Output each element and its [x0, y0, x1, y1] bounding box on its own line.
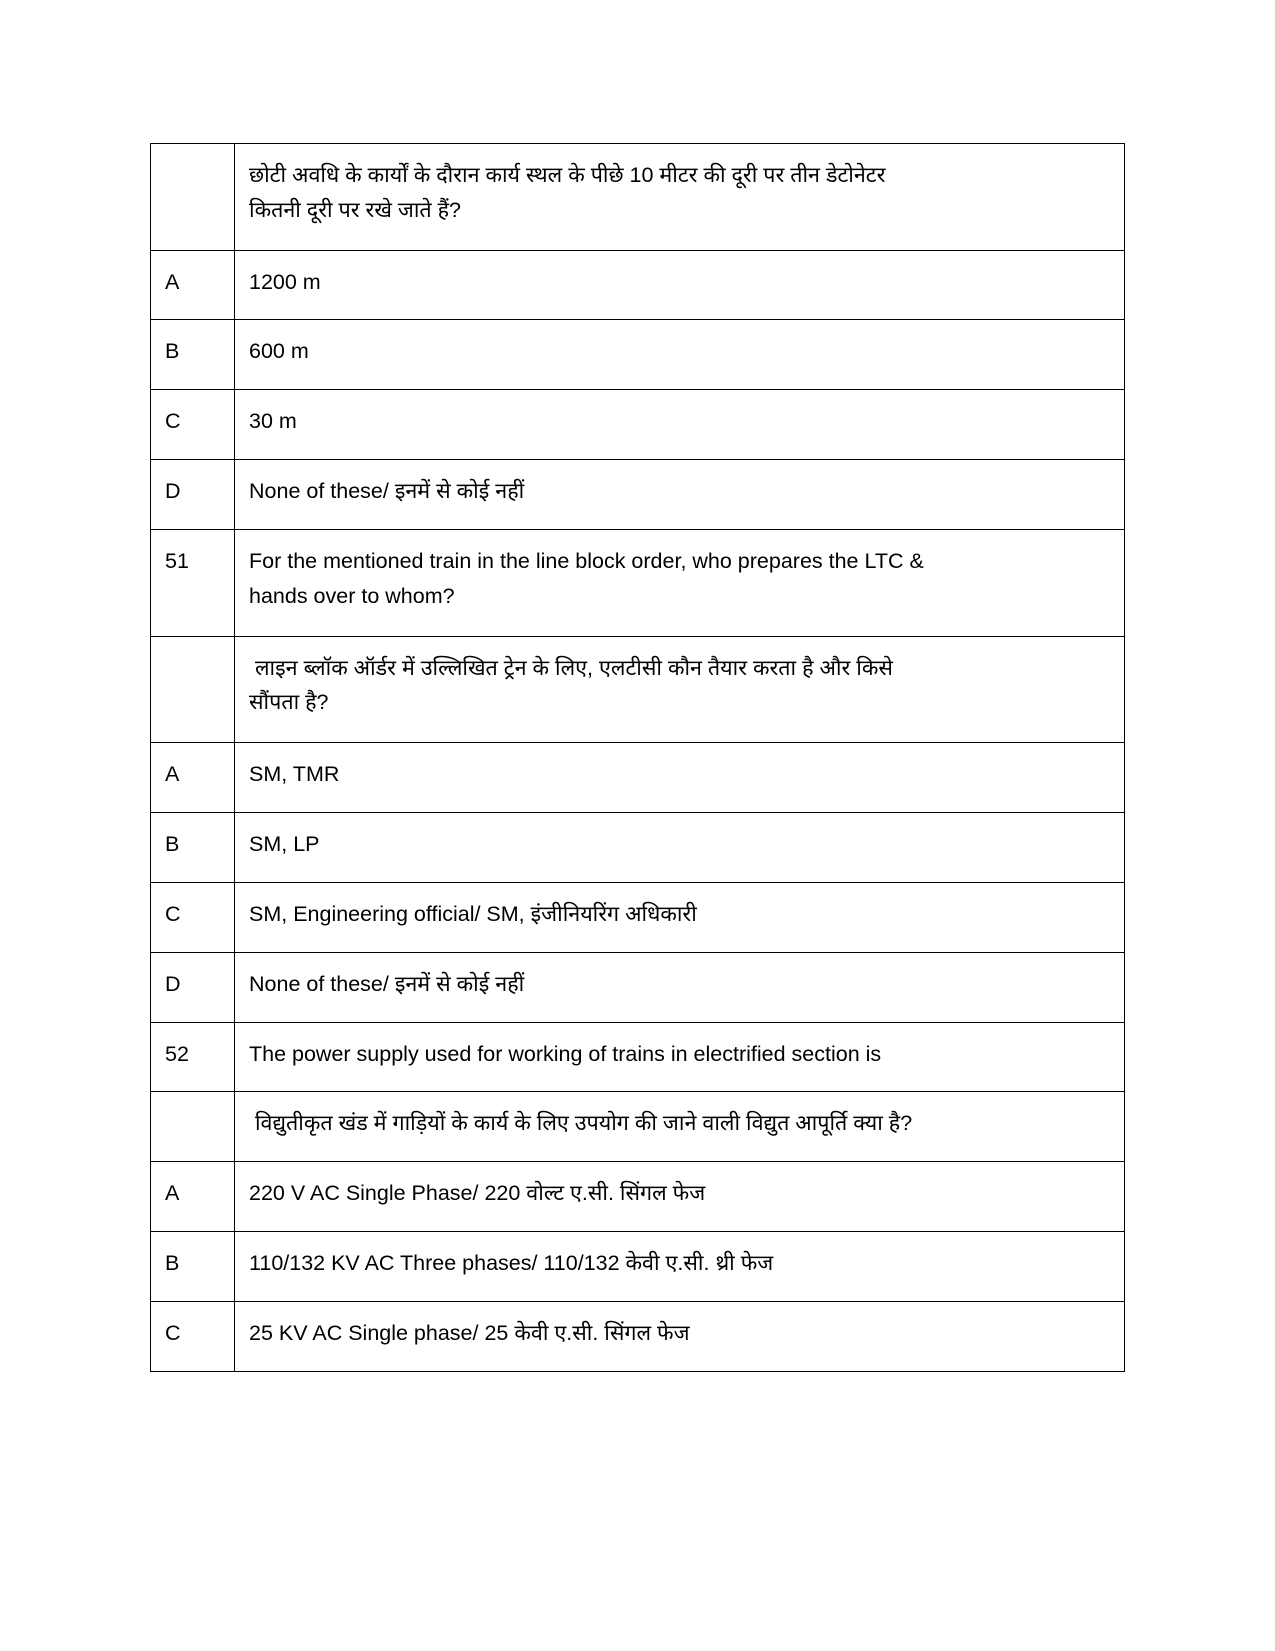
- row-content: [235, 1092, 1125, 1162]
- stem-line: सौंपता है?: [249, 690, 329, 715]
- option-label: C: [151, 882, 235, 952]
- table-row: [151, 1301, 1125, 1371]
- option-label: A: [151, 1162, 235, 1232]
- option-text: None of these/ इनमें से कोई नहीं: [235, 460, 1125, 530]
- table-row: [151, 529, 1125, 636]
- option-text: 25 KV AC Single phase/ 25 केवी ए.सी. सिंगल फेज: [235, 1301, 1125, 1371]
- option-label: C: [151, 1301, 235, 1371]
- table-row: [151, 1022, 1125, 1092]
- row-content: [235, 1022, 1125, 1092]
- option-text: SM, Engineering official/ SM, इंजीनियरिंग अधिकारी: [235, 882, 1125, 952]
- row-content: [235, 636, 1125, 743]
- stem-line: कितनी दूरी पर रखे जाते हैं?: [249, 197, 462, 222]
- option-text: 600 m: [235, 320, 1125, 390]
- table-row: [151, 1232, 1125, 1302]
- row-content: [235, 144, 1125, 251]
- option-label: B: [151, 1232, 235, 1302]
- table-row: [151, 882, 1125, 952]
- stem-line: छोटी अवधि के कार्यों के दौरान कार्य स्थल के पीछे 10 मीटर की दूरी पर तीन डेटोनेटर: [249, 163, 886, 187]
- option-label: D: [151, 952, 235, 1022]
- row-label: [151, 144, 235, 251]
- row-label: [151, 636, 235, 743]
- stem-line: For the mentioned train in the line block order, who prepares the LTC &: [249, 548, 924, 573]
- question-number: 52: [151, 1022, 235, 1092]
- option-text: None of these/ इनमें से कोई नहीं: [235, 952, 1125, 1022]
- table-row: [151, 144, 1125, 251]
- table-row: [151, 813, 1125, 883]
- table-row: [151, 390, 1125, 460]
- row-label: [151, 1092, 235, 1162]
- option-label: A: [151, 250, 235, 320]
- option-label: D: [151, 460, 235, 530]
- table-row: [151, 1092, 1125, 1162]
- question-table: [150, 143, 1125, 1372]
- option-text: SM, TMR: [235, 743, 1125, 813]
- question-number: 51: [151, 529, 235, 636]
- stem-line: लाइन ब्लॉक ऑर्डर में उल्लिखित ट्रेन के लिए, एलटीसी कौन तैयार करता है और किसे: [249, 655, 893, 680]
- option-label: A: [151, 743, 235, 813]
- option-text: SM, LP: [235, 813, 1125, 883]
- stem-line: hands over to whom?: [249, 583, 455, 608]
- table-row: [151, 460, 1125, 530]
- option-text: 1200 m: [235, 250, 1125, 320]
- table-row: [151, 952, 1125, 1022]
- option-label: B: [151, 813, 235, 883]
- table-row: [151, 320, 1125, 390]
- table-row: [151, 250, 1125, 320]
- option-label: C: [151, 390, 235, 460]
- stem-line: The power supply used for working of trains in electrified section is: [249, 1041, 882, 1066]
- table-row: [151, 1162, 1125, 1232]
- row-content: [235, 529, 1125, 636]
- question-table-body: [151, 144, 1125, 1372]
- option-label: B: [151, 320, 235, 390]
- option-text: 110/132 KV AC Three phases/ 110/132 केवी ए.सी. थ्री फेज: [235, 1232, 1125, 1302]
- table-row: [151, 636, 1125, 743]
- option-text: 220 V AC Single Phase/ 220 वोल्ट ए.सी. सिंगल फेज: [235, 1162, 1125, 1232]
- stem-line: विद्युतीकृत खंड में गाड़ियों के कार्य के लिए उपयोग की जाने वाली विद्युत आपूर्ति क्या है?: [249, 1111, 913, 1136]
- option-text: 30 m: [235, 390, 1125, 460]
- table-row: [151, 743, 1125, 813]
